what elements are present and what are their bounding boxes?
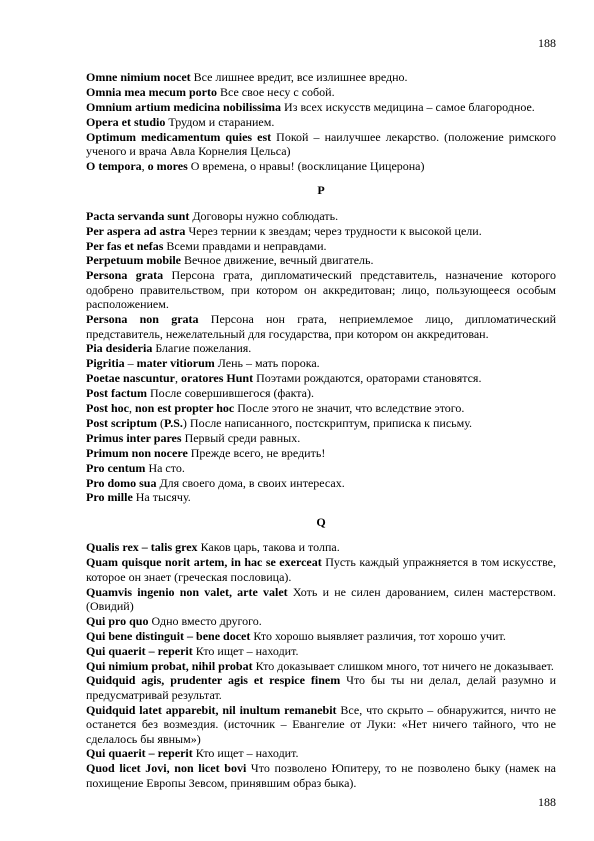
dictionary-entry [86,540,556,554]
dictionary-entry [86,224,556,238]
entry-translation: , [129,401,135,416]
entry-latin-phrase: Pia desideria [86,341,153,356]
entry-translation: Все свое несу с собой. [216,84,335,99]
entry-latin-phrase: P.S. [164,415,183,430]
entry-latin-phrase: Perpetuum mobile [86,253,181,268]
entry-latin-phrase: Qui nimium probat, nihil probat [86,658,253,673]
dictionary-entry [86,703,556,746]
entry-translation: Все лишнее вредит, все излишнее вредно. [190,70,408,84]
dictionary-entry [86,115,556,129]
entry-latin-phrase: Qui quaerit – reperit [86,746,193,761]
entry-translation: ) После написанного, постскриптум, приписка к письму. [182,415,473,430]
entry-latin-phrase: Per aspera ad astra [86,223,186,238]
dictionary-entry [86,386,556,400]
dictionary-entry [86,644,556,658]
entry-translation: Вечное движение, вечный двигатель. [181,253,374,268]
entry-latin-phrase: Pro mille [86,490,133,505]
entry-translation: ( [157,415,164,430]
entry-latin-phrase: o mores [147,158,188,173]
entry-latin-phrase: Opera et studio [86,114,166,129]
entry-latin-phrase: Quod licet Jovi, non licet bovi [86,761,247,776]
entry-latin-phrase: Qui quaerit – reperit [86,643,193,658]
dictionary-entry [86,209,556,223]
entry-latin-phrase: Omnia mea mecum porto [86,84,217,99]
dictionary-entry [86,446,556,460]
entry-latin-phrase: Per fas et nefas [86,238,164,253]
entry-translation: Трудом и старанием. [165,114,275,129]
dictionary-entry [86,431,556,445]
dictionary-entry [86,585,556,614]
dictionary-entry [86,614,556,628]
page-number-bottom: 188 [538,795,556,809]
dictionary-entry [86,253,556,267]
entry-translation: Лень – мать порока. [214,356,320,371]
entry-latin-phrase: mater vitiorum [136,356,215,371]
entry-translation: Благие пожелания. [152,341,252,356]
entry-translation: Договоры нужно соблюдать. [189,208,339,223]
dictionary-entry [86,490,556,504]
entry-translation: Одно вместо другого. [148,613,262,628]
entry-latin-phrase: Qui pro quo [86,613,149,628]
entry-latin-phrase: Post factum [86,386,147,401]
entry-translation: , [175,371,181,386]
entry-latin-phrase: O tempora [86,158,142,173]
dictionary-entry [86,673,556,702]
dictionary-entry [86,159,556,173]
dictionary-entry [86,371,556,385]
entry-latin-phrase: non est propter hoc [135,401,235,416]
entry-latin-phrase: Omne nimium nocet [86,70,191,84]
entry-latin-phrase: Primus inter pares [86,430,182,445]
section-q [86,540,556,790]
dictionary-entry [86,401,556,415]
entry-latin-phrase: Qui bene distinguit – bene docet [86,628,251,643]
entry-translation: Что бы ты ни делал, делай разумно и предусматривай результат. [86,673,556,702]
entry-translation: Из всех искусств медицина – самое благородное. [281,99,535,114]
entry-translation: Каков царь, такова и толпа. [197,540,340,555]
entry-latin-phrase: Persona non grata [86,312,199,327]
entry-latin-phrase: Poetae nascuntur [86,371,175,386]
entry-latin-phrase: Primum non nocere [86,445,188,460]
section-o [86,70,556,173]
entry-latin-phrase: Omnium artium medicina nobilissima [86,99,282,114]
entry-latin-phrase: Quidquid latet apparebit, nil inultum remanebit [86,702,337,717]
dictionary-entry [86,312,556,341]
dictionary-entry [86,70,556,84]
dictionary-entry [86,268,556,311]
dictionary-entry [86,746,556,760]
entry-translation: Через тернии к звездам; через трудности к высокой цели. [185,223,482,238]
entry-translation: Кто ищет – находит. [192,746,299,761]
entry-translation: Для своего дома, в своих интересах. [156,475,345,490]
entry-translation: Поэтами рождаются, ораторами становятся. [253,371,482,386]
entry-latin-phrase: Post hoc [86,401,129,416]
entry-translation: Кто хорошо выявляет различия, тот хорошо учит. [250,628,506,643]
entry-translation: Что позволено Юпитеру, то не позволено быку (намек на похищение Европы Зевсом, принявшим образ быка). [86,761,556,790]
entry-latin-phrase: oratores Hunt [181,371,254,386]
entry-translation: После этого не значит, что вследствие этого. [234,401,465,416]
entry-translation: Хоть и не силен дарованием, силен мастерством. (Овидий) [86,584,556,613]
dictionary-entry [86,761,556,790]
entry-latin-phrase: Qualis rex – talis grex [86,540,198,555]
entry-translation: Кто ищет – находит. [192,643,299,658]
dictionary-entry [86,629,556,643]
page-number-top: 188 [538,36,556,50]
dictionary-entry [86,239,556,253]
entry-latin-phrase: Optimum medicamentum quies est [86,129,272,144]
entry-translation: Первый среди равных. [181,430,301,445]
entry-latin-phrase: Post scriptum [86,415,157,430]
entry-translation: О времена, о нравы! (восклицание Цицерона) [187,158,425,173]
entry-latin-phrase: Quidquid agis, prudenter agis et respice finem [86,673,341,688]
dictionary-entry [86,461,556,475]
entry-translation: Покой – наилучшее лекарство. (положение римского ученого и врача Авла Корнелия Цельса) [86,129,556,159]
entry-translation: Персона грата, дипломатический представитель, назначение которого одобрено правительством, при котором он аккредитован; лицо, пользующееся особым расположением. [86,268,557,312]
entry-latin-phrase: Quam quisque norit artem, in hac se exerceat [86,555,322,570]
entry-translation: – [124,356,137,371]
dictionary-entry [86,356,556,370]
entry-latin-phrase: Quamvis ingenio non valet, arte valet [86,584,288,599]
entry-translation: Персона нон грата, неприемлемое лицо, дипломатический представитель, нежелательный для государства, при котором он аккредитован. [86,312,556,341]
entry-latin-phrase: Pro domo sua [86,475,157,490]
dictionary-entry [86,341,556,355]
entry-translation: Прежде всего, не вредить! [187,445,326,460]
dictionary-entry [86,130,556,159]
dictionary-entry [86,416,556,430]
entry-translation: После совершившегося (факта). [146,386,314,401]
entry-latin-phrase: Pro centum [86,460,146,475]
section-p [86,209,556,505]
entry-translation: Всеми правдами и неправдами. [163,238,327,253]
dictionary-entry [86,555,556,584]
section-heading-q: Q [316,514,326,529]
entry-translation: Кто доказывает слишком много, тот ничего не доказывает. [252,658,554,673]
entry-latin-phrase: Persona grata [86,268,164,283]
dictionary-entry [86,476,556,490]
entry-translation: Все, что скрыто – обнаружится, ничто не останется без возмездия. (источник – Евангелие от Луки: «Нет ничего тайного, что не сделалось бы явным») [86,702,556,746]
entry-latin-phrase: Pigritia [86,356,125,371]
document-body [86,70,556,791]
entry-translation: На сто. [145,460,185,475]
dictionary-entry [86,85,556,99]
dictionary-entry [86,100,556,114]
entry-translation: , [141,158,148,173]
dictionary-entry [86,659,556,673]
entry-translation: На тысячу. [132,490,191,505]
entry-latin-phrase: Pacta servanda sunt [86,208,190,223]
section-heading-p: P [317,183,325,198]
entry-translation: Пусть каждый упражняется в том искусстве, которое он знает (греческая пословица). [86,555,556,584]
